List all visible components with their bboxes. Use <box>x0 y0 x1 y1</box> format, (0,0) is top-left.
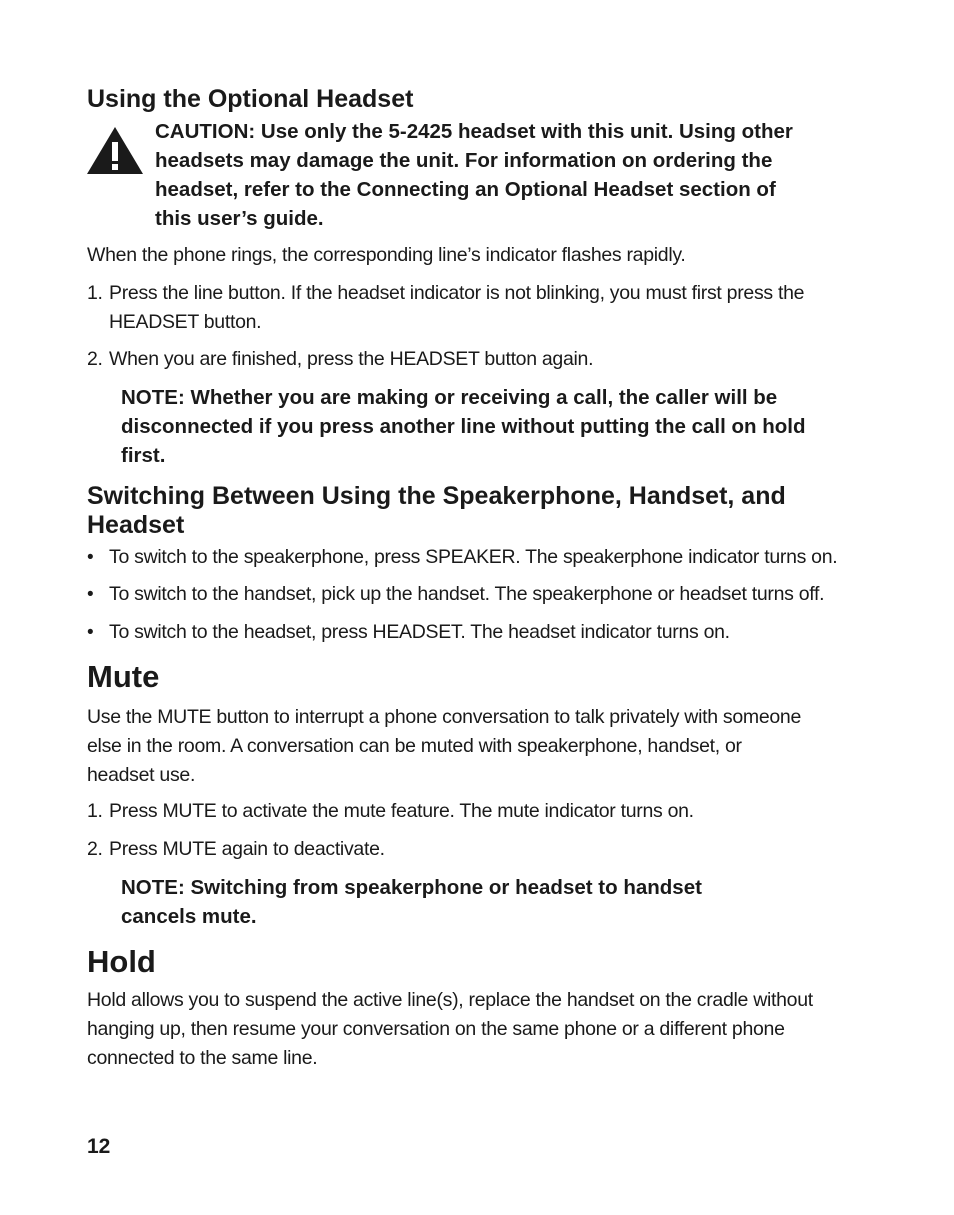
list-item <box>87 580 887 609</box>
list-text: To switch to the speakerphone, press SPEAKER. The speakerphone indicator turns on. <box>109 546 838 568</box>
hold-intro: Hold allows you to suspend the active line(s), replace the handset on the cradle without hanging up, then resume your conversation on the same phone or a different phone connected to the same line. <box>87 989 813 1069</box>
list-number: 2. <box>87 838 103 860</box>
list-text: Press the line button. If the headset indicator is not blinking, you must first press the HEADSET button. <box>109 282 805 333</box>
section-heading-switching: Switching Between Using the Speakerphone, Handset, and Headset <box>87 482 786 539</box>
list-number: 2. <box>87 348 103 370</box>
list-item <box>87 835 867 864</box>
list-text: To switch to the headset, press HEADSET. The headset indicator turns on. <box>109 621 730 643</box>
note-text: NOTE: Switching from speakerphone or headset to handset cancels mute. <box>121 876 702 928</box>
section-heading-optional-headset: Using the Optional Headset <box>87 85 414 113</box>
list-item <box>87 345 867 374</box>
warning-triangle-icon <box>86 126 144 175</box>
section1-intro: When the phone rings, the corresponding line’s indicator flashes rapidly. <box>87 244 686 266</box>
note-text: NOTE: Whether you are making or receiving a call, the caller will be disconnected if you press another line without putting the call on hold first. <box>121 386 806 467</box>
list-item <box>87 279 867 337</box>
caution-text: CAUTION: Use only the 5-2425 headset with this unit. Using other headsets may damage the unit. For information on ordering the headset, refer to the Connecting an Optional Headset section of this user’s guide. <box>155 120 793 230</box>
list-item <box>87 543 887 572</box>
list-item <box>87 618 887 647</box>
list-text: To switch to the handset, pick up the handset. The speakerphone or headset turns off. <box>109 583 825 605</box>
page-number: 12 <box>87 1135 111 1158</box>
section-heading-mute: Mute <box>87 659 160 694</box>
bullet-icon: • <box>87 622 94 643</box>
list-item <box>87 797 867 826</box>
mute-intro: Use the MUTE button to interrupt a phone conversation to talk privately with someone else in the room. A conversation can be muted with speakerphone, handset, or headset use. <box>87 706 802 786</box>
list-number: 1. <box>87 282 103 304</box>
bullet-icon: • <box>87 584 94 605</box>
section-heading-hold: Hold <box>87 944 156 979</box>
list-text: Press MUTE to activate the mute feature. The mute indicator turns on. <box>109 800 694 822</box>
list-text: When you are finished, press the HEADSET button again. <box>109 348 594 370</box>
list-number: 1. <box>87 800 103 822</box>
bullet-icon: • <box>87 547 94 568</box>
list-text: Press MUTE again to deactivate. <box>109 838 385 860</box>
